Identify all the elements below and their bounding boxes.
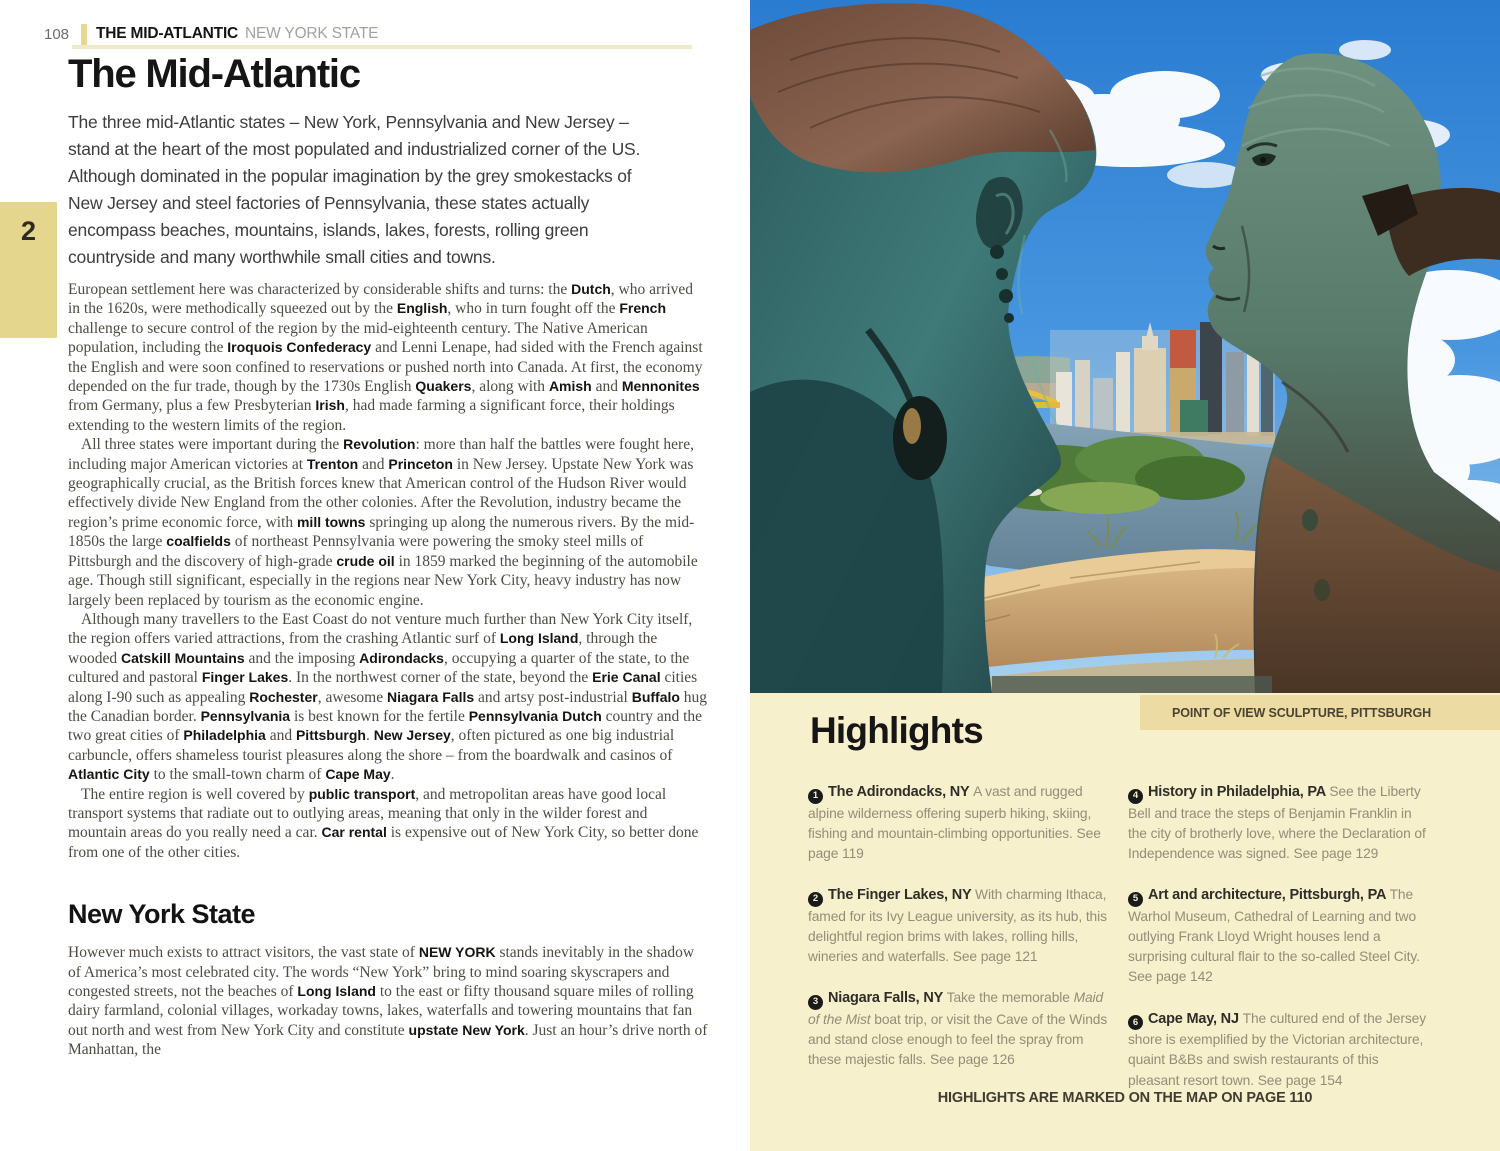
intro-paragraph: The three mid-Atlantic states – New York, Pennsylvania and New Jersey – stand at the heart of the most populated and industrialized corner of the US. Although dominated in the popular imagination by the grey smokestacks of New Jersey and steel factories of Pennsylvania, these states actually encompass beaches, mountains, islands, lakes, forests, rolling green countryside and many worthwhile small cities and towns. — [68, 112, 641, 267]
header-accent-bar — [81, 24, 87, 45]
header-subsection: NEW YORK STATE — [245, 25, 379, 42]
page-number: 108 — [44, 25, 70, 43]
new-york-paragraph: However much exists to attract visitors, the vast state of NEW YORK stands inevitably in the shadow of America’s most celebrated city. The words “New York” bring to mind soaring skyscrapers and congested streets, not the beaches of Long Island to the east or fifty thousand square miles of rolling dairy farmland, colonial villages, workaday towns, lakes, waterfalls and towering mountains that fan out north and west from New York City and constitute upstate New York. Just an hour’s drive north of Manhattan, the — [68, 944, 708, 1059]
highlight-item-text: Take the memorable Maid of the Mist boat trip, or visit the Cave of the Winds and stand close enough to feel the spray from these majestic falls. See page 126 — [808, 990, 1108, 1068]
body-paragraph: Although many travellers to the East Coast do not venture much further than New York City itself, the region offers varied attractions, from the crashing Atlantic surf of Long Island, through the wooded Catskill Mountains and the imposing Adirondacks, occupying a quarter of the state, to the cultured and pastoral Finger Lakes. In the northwest corner of the state, beyond the Erie Canal cities along I-90 such as appealing Rochester, awesome Niagara Falls and artsy post-industrial Buffalo hug the Canadian border. Pennsylvania is best known for the fertile Pennsylvania Dutch country and the two great cities of Philadelphia and Pittsburgh. New Jersey, often pictured as one big industrial carbuncle, offers shameless tourist pleasures along the shore – from the boardwalk and casinos of Atlantic City to the small-town charm of Cape May. — [68, 610, 708, 784]
highlights-title: Highlights — [810, 710, 983, 751]
highlight-item-text: With charming Ithaca, famed for its Ivy League university, as its hub, this delightful region brims with lakes, rolling hills, wineries and waterfalls. See page 121 — [808, 887, 1107, 965]
highlight-number-badge: 6 — [1128, 1015, 1143, 1030]
chapter-number: 2 — [20, 216, 37, 246]
highlight-item-title: Niagara Falls, NY — [828, 990, 947, 1007]
photo-caption-band — [1140, 695, 1500, 730]
highlight-item-title: Art and architecture, Pittsburgh, PA — [1148, 887, 1390, 904]
highlights-map-note: HIGHLIGHTS ARE MARKED ON THE MAP ON PAGE 110 — [937, 1090, 1313, 1106]
highlight-item-text: The Warhol Museum, Cathedral of Learning and two outlying Frank Lloyd Wright houses lend a surprising cultural flair to the so-called Steel City. See page 142 — [1128, 887, 1420, 985]
highlight-item-title: The Adirondacks, NY — [828, 784, 974, 800]
highlight-item-title: The Finger Lakes, NY — [828, 887, 976, 904]
section-title-new-york-state: New York State — [68, 899, 256, 930]
highlights-column-1 — [808, 782, 1108, 1112]
highlight-item-text: See the Liberty Bell and trace the steps of Benjamin Franklin in the city of brotherly love, where the Declaration of Independence was signed. See page 129 — [1128, 784, 1426, 861]
highlight-number-badge: 4 — [1128, 789, 1143, 804]
header-section: THE MID-ATLANTIC — [96, 25, 239, 42]
header-rule — [72, 45, 692, 49]
highlight-item — [808, 988, 1108, 1070]
highlight-number-badge: 1 — [808, 789, 823, 804]
highlight-number-badge: 3 — [808, 995, 823, 1010]
highlight-item-text: A vast and rugged alpine wilderness offering superb hiking, skiing, fishing and mountain-climbing opportunities. See page 119 — [808, 784, 1101, 861]
highlight-item — [1128, 782, 1430, 864]
highlights-columns — [808, 782, 1456, 1112]
highlight-item — [1128, 885, 1430, 987]
highlight-number-badge: 5 — [1128, 892, 1143, 907]
highlight-item — [808, 885, 1108, 967]
body-paragraph: European settlement here was characterized by considerable shifts and turns: the Dutch, who arrived in the 1620s, were methodically squeezed out by the English, who in turn fought off the French challenge to secure control of the region by the mid-eighteenth century. The Native American population, including the Iroquois Confederacy and Lenni Lenape, had sided with the French against the English and were soon confined to reservations or pushed north into Canada. At first, the economy depended on the fur trade, though by the 1730s English Quakers, along with Amish and Mennonites from Germany, plus a few Presbyterian Irish, had made farming a significant force, their holdings extending to the western limits of the region. — [68, 281, 703, 434]
body-paragraph: The entire region is well covered by public transport, and metropolitan areas have good local transport systems that radiate out to outlying areas, meaning that only in the wilder forest and mountain areas do you really need a car. Car rental is expensive out of New York City, so better done from one of the other cities. — [68, 785, 699, 861]
highlight-item-text: The cultured end of the Jersey shore is exemplified by the Victorian architecture, quaint B&Bs and swish restaurants of this pleasant resort town. See page 154 — [1128, 1010, 1427, 1088]
left-page-content — [68, 52, 708, 1060]
highlight-item — [808, 782, 1108, 864]
highlight-item — [1128, 1009, 1430, 1091]
page-header — [44, 22, 378, 46]
pendant — [893, 396, 947, 480]
highlights-column-2 — [1128, 782, 1430, 1112]
coat-button — [1314, 579, 1330, 601]
page-title: The Mid-Atlantic — [68, 52, 360, 96]
body-paragraphs — [68, 280, 708, 862]
highlight-item-title: Cape May, NJ — [1148, 1010, 1243, 1027]
photo-caption: POINT OF VIEW SCULPTURE, PITTSBURGH — [1172, 705, 1432, 720]
pavement-shadow — [992, 676, 1272, 693]
highlight-number-badge: 2 — [808, 892, 823, 907]
photo-point-of-view-sculpture — [750, 0, 1500, 693]
point-of-view-photo-illustration — [750, 0, 1500, 693]
body-paragraph: All three states were important during the Revolution: more than half the battles were fought here, including major American victories at Trenton and Princeton in New Jersey. Upstate New York was geographically crucial, as the British forces knew that American control of the Hudson River would effectively divide New England from the other colonies. After the Revolution, industry became the region’s prime economic force, with mill towns springing up along the numerous rivers. By the mid-1850s the large coalfields of northeast Pennsylvania were powering the smoky steel mills of Pittsburgh and the discovery of high-grade crude oil in 1859 marked the beginning of the automobile age. Though still significant, especially in the regions near New York City, heavy industry has now largely been replaced by tourism as the economic engine. — [68, 436, 698, 609]
coat-button — [1302, 509, 1318, 531]
chapter-tab — [0, 202, 57, 338]
highlight-item-title: History in Philadelphia, PA — [1148, 784, 1330, 800]
